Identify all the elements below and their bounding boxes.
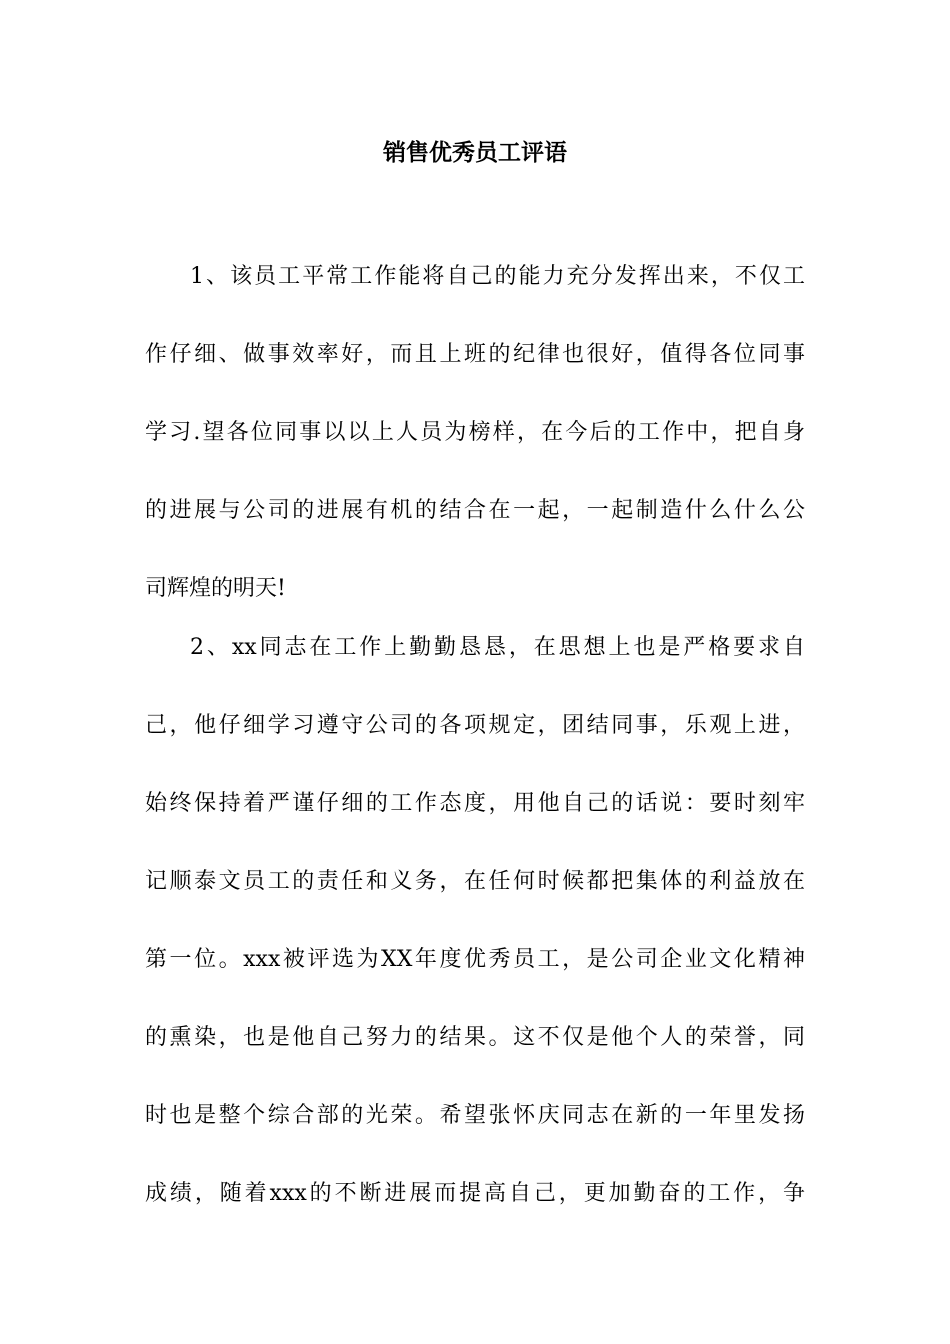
- document-title: 销售优秀员工评语: [383, 140, 567, 166]
- paragraph-2-line-4: 记顺泰文员工的责任和义务，在任何时候都把集体的利益放在: [145, 869, 805, 894]
- paragraph-1-line-4: 的进展与公司的进展有机的结合在一起，一起制造什么什么公: [145, 498, 805, 523]
- paragraph-2-line-5: 第一位。xxx被评选为XX年度优秀员工，是公司企业文化精神: [145, 947, 805, 972]
- paragraph-2-line-3: 始终保持着严谨仔细的工作态度，用他自己的话说：要时刻牢: [145, 791, 805, 816]
- paragraph-1-line-2: 作仔细、做事效率好，而且上班的纪律也很好，值得各位同事: [145, 342, 805, 367]
- paragraph-2-line-6: 的熏染，也是他自己努力的结果。这不仅是他个人的荣誉，同: [145, 1025, 805, 1050]
- paragraph-1-line-1: 1、该员工平常工作能将自己的能力充分发挥出来，不仅工: [190, 264, 805, 289]
- paragraph-1-line-5: 司辉煌的明天!: [145, 576, 286, 601]
- paragraph-2-line-1: 2、xx同志在工作上勤勤恳恳，在思想上也是严格要求自: [190, 635, 805, 660]
- paragraph-2-line-7: 时也是整个综合部的光荣。希望张怀庆同志在新的一年里发扬: [145, 1103, 805, 1128]
- paragraph-2-line-2: 己，他仔细学习遵守公司的各项规定，团结同事，乐观上进，: [145, 713, 805, 738]
- paragraph-1-line-3: 学习.望各位同事以以上人员为榜样，在今后的工作中，把自身: [145, 420, 805, 445]
- paragraph-2-line-8: 成绩，随着xxx的不断进展而提高自己，更加勤奋的工作，争: [145, 1181, 805, 1206]
